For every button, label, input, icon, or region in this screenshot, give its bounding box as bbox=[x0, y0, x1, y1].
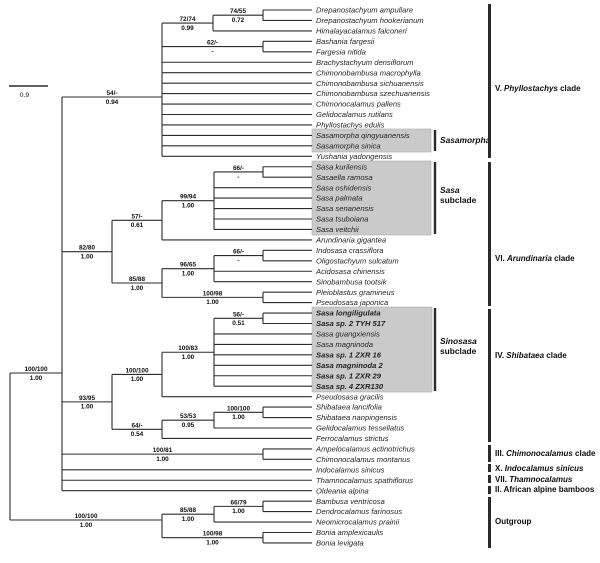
leaf-label: Bambusa ventricosa bbox=[316, 496, 385, 506]
subclade-label: subclade bbox=[440, 346, 477, 356]
leaf-label: Sasa palmata bbox=[316, 193, 363, 203]
clade-label: X. Indocalamus sinicus bbox=[495, 464, 584, 473]
posterior-probability: - bbox=[211, 48, 214, 56]
posterior-probability: - bbox=[237, 173, 240, 181]
posterior-probability: 1.00 bbox=[80, 403, 94, 411]
leaf-label: Oldeania alpina bbox=[316, 486, 369, 496]
leaf-label: Ampelocalamus actinotrichus bbox=[316, 444, 415, 454]
support-value: 64/- bbox=[131, 422, 143, 430]
leaf-label: Pleioblastus gramineus bbox=[316, 287, 395, 297]
support-value: 82/80 bbox=[79, 244, 95, 252]
leaf-label: Drepanostachyum ampullare bbox=[316, 5, 414, 15]
support-value: 85/88 bbox=[129, 276, 145, 284]
support-value: 53/53 bbox=[180, 413, 196, 421]
clade-label: VI. Arundinaria clade bbox=[495, 254, 575, 263]
leaf-label: Gelidocalamus tessellatus bbox=[316, 423, 405, 433]
leaf-label: Bonia levigata bbox=[316, 538, 364, 548]
support-value: 66/- bbox=[232, 164, 245, 172]
support-value: 100/100 bbox=[74, 513, 98, 520]
scale-bar-label: 0.9 bbox=[19, 92, 30, 99]
support-value: 54/- bbox=[106, 90, 118, 97]
support-value: 66/79 bbox=[230, 499, 247, 507]
posterior-probability: 1.00 bbox=[29, 374, 43, 382]
support-value: 100/83 bbox=[178, 345, 198, 353]
posterior-probability: 1.00 bbox=[80, 253, 94, 261]
posterior-probability: 1.00 bbox=[181, 270, 195, 278]
leaf-label: Bonia amplexicaulis bbox=[316, 528, 384, 538]
leaf-label: Shibataea nanpingensis bbox=[316, 413, 398, 423]
support-value: 74/55 bbox=[230, 8, 246, 16]
leaf-label: Chimonobambusa sichuanensis bbox=[316, 78, 424, 88]
support-value: 100/100 bbox=[125, 367, 149, 375]
leaf-label: Sasa sp. 4 ZXR130 bbox=[316, 381, 384, 391]
subclade-label: Sinosasa bbox=[440, 336, 477, 346]
leaf-label: Sasa tsuboiana bbox=[316, 214, 369, 224]
leaf-label: Yushania yadongensis bbox=[316, 151, 393, 161]
leaf-label: Oligostachyum sulcatum bbox=[316, 256, 399, 266]
leaf-label: Sasa sp. 1 ZXR 16 bbox=[316, 350, 382, 360]
leaf-label: Pseudosasa japonica bbox=[316, 298, 389, 308]
leaf-label: Indosasa crassiflora bbox=[316, 245, 384, 255]
support-value: 99/94 bbox=[180, 193, 196, 201]
leaf-label: Neomicrocalamus prainii bbox=[316, 517, 400, 527]
posterior-probability: 1.00 bbox=[79, 521, 93, 529]
subclade-label: Sasamorpha bbox=[440, 135, 491, 145]
subclade-label: subclade bbox=[440, 195, 477, 205]
posterior-probability: 0.72 bbox=[231, 17, 245, 25]
posterior-probability: 0.61 bbox=[130, 222, 144, 230]
posterior-probability: 1.00 bbox=[130, 284, 144, 292]
leaf-label: Sinobambusa tootsik bbox=[316, 277, 387, 287]
clade-label: V. Phyllostachys clade bbox=[495, 84, 581, 93]
leaf-label: Bashania fargesii bbox=[316, 36, 375, 46]
clade-label: II. African alpine bamboos bbox=[495, 485, 595, 494]
support-value: 66/- bbox=[232, 248, 245, 256]
leaf-label: Sasamorpha qingyuanensis bbox=[316, 131, 410, 140]
leaf-label: Dendrocalamus farinosus bbox=[316, 507, 403, 517]
subclade-label: Sasa bbox=[440, 185, 460, 195]
leaf-label: Shibataea lancifolia bbox=[316, 402, 382, 412]
support-value: 100/81 bbox=[152, 447, 173, 455]
leaf-label: Phyllostachys edulis bbox=[316, 120, 385, 130]
leaf-label: Sasa longiligulata bbox=[316, 308, 381, 318]
leaf-label: Acidosasa chinensis bbox=[316, 266, 385, 276]
leaf-label: Sasa guangxiensis bbox=[316, 329, 380, 339]
leaf-label: Thamnocalamus spathiflorus bbox=[316, 475, 414, 485]
leaf-label: Ferrocalamus strictus bbox=[316, 434, 389, 444]
leaf-label: Sasa veitchii bbox=[316, 225, 359, 235]
leaf-label: Fargesia nitida bbox=[316, 47, 366, 57]
clade-label: IV. Shibataea clade bbox=[495, 351, 567, 360]
posterior-probability: 0.95 bbox=[181, 421, 195, 429]
posterior-probability: 0.54 bbox=[130, 431, 144, 439]
posterior-probability: 0.94 bbox=[105, 98, 119, 106]
leaf-label: Himalayacalamus falconeri bbox=[316, 26, 407, 36]
leaf-label: Brachystachyum densiflorum bbox=[316, 57, 414, 67]
leaf-label: Chimonobambusa macrophylla bbox=[316, 68, 421, 78]
posterior-probability: 1.00 bbox=[206, 299, 219, 307]
support-value: 100/98 bbox=[202, 530, 223, 538]
clade-label: Outgroup bbox=[495, 517, 532, 526]
posterior-probability: 1.00 bbox=[130, 376, 144, 384]
support-value: 93/95 bbox=[79, 394, 95, 402]
support-value: 100/100 bbox=[24, 366, 48, 373]
leaf-label: Chimonobambusa szechuanensis bbox=[316, 89, 430, 99]
leaf-label: Sasa sp. 1 ZXR 29 bbox=[316, 371, 382, 381]
support-value: 72/74 bbox=[179, 16, 196, 24]
support-value: 96/65 bbox=[180, 261, 196, 269]
posterior-probability: 1.00 bbox=[181, 516, 195, 524]
leaf-label: Sasa magninoda 2 bbox=[316, 360, 383, 370]
posterior-probability: - bbox=[237, 257, 240, 265]
support-value: 100/98 bbox=[202, 290, 223, 298]
support-value: 85/88 bbox=[180, 507, 196, 515]
posterior-probability: 1.00 bbox=[156, 455, 169, 463]
leaf-label: Pseudosasa gracilis bbox=[316, 392, 384, 402]
support-value: 57/- bbox=[131, 213, 143, 221]
leaf-label: Chimonocalamus pallens bbox=[316, 99, 401, 109]
posterior-probability: 1.00 bbox=[181, 354, 195, 362]
posterior-probability: 0.99 bbox=[181, 24, 194, 32]
leaf-label: Sasa magninoda bbox=[316, 340, 373, 349]
support-value: 100/100 bbox=[226, 405, 251, 413]
leaf-label: Chimonocalamus montanus bbox=[316, 454, 411, 464]
leaf-label: Sasamorpha sinica bbox=[316, 141, 381, 151]
posterior-probability: 1.00 bbox=[232, 508, 245, 516]
leaf-label: Sasa kurilensis bbox=[316, 162, 368, 172]
leaf-label: Drepanostachyum hookerianum bbox=[316, 16, 424, 26]
leaf-label: Gelidocalamus rutilans bbox=[316, 110, 393, 120]
support-value: 56/- bbox=[232, 311, 245, 319]
leaf-label: Sasa oshidensis bbox=[316, 183, 372, 193]
leaf-label: Indocalamus sinicus bbox=[316, 465, 385, 475]
support-value: 62/- bbox=[206, 39, 219, 47]
leaf-label: Arundinaria gigantea bbox=[316, 235, 387, 245]
posterior-probability: 1.00 bbox=[181, 202, 195, 210]
clade-label: VII. Thamnocalamus bbox=[495, 475, 573, 484]
posterior-probability: 1.00 bbox=[206, 539, 219, 547]
clade-label: III. Chimonocalamus clade bbox=[495, 449, 596, 458]
leaf-label: Sasa sp. 2 TYH 517 bbox=[316, 319, 386, 329]
leaf-label: Sasa senanensis bbox=[316, 204, 374, 214]
leaf-label: Sasaella ramosa bbox=[316, 172, 373, 182]
posterior-probability: 1.00 bbox=[232, 414, 245, 422]
posterior-probability: 0.51 bbox=[232, 320, 245, 328]
